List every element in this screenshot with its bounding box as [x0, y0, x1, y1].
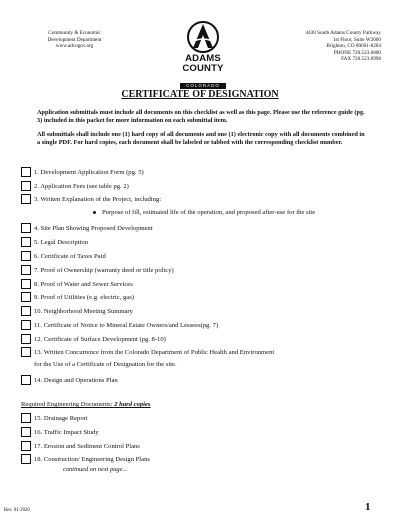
address-line-2: 1st Floor, Suite W2000: [332, 36, 381, 43]
logo-emblem-icon: [186, 20, 220, 54]
logo-name: ADAMS COUNTY: [182, 53, 224, 74]
item-13-continuation: for the Use of a Certificate of Designation for the site.: [34, 361, 177, 368]
checklist-item-1[interactable]: 1. Development Application Form (pg. 5): [21, 166, 144, 178]
intro-paragraph-2: All submittals shall include one (1) hard copy of all documents and one (1) electronic copy with all documents combined in a single PDF. For hard copies, each document shall be labeled or tabbed with the corresponding checklist number.: [37, 131, 365, 146]
dept-line-1: Community & Economic: [48, 30, 101, 36]
address-line-3: Brighton, CO 80601-8204: [326, 43, 381, 50]
required-engineering-heading: Required Engineering Documents: 2 hard copies: [21, 401, 151, 408]
checklist-item-7[interactable]: 7. Proof of Ownership (warranty deed or title policy): [21, 264, 174, 276]
checklist-item-10[interactable]: 10. Neighborhood Meeting Summary: [21, 305, 133, 317]
checkbox[interactable]: [21, 347, 31, 357]
intro-paragraph-1: Application submittals must include all documents on this checklist as well as this page. Please use the reference guide (pg. 3) included in this packet for more information on each submittal item.: [37, 109, 365, 124]
checklist-item-18[interactable]: 18. Construction/ Engineering Design Plans: [21, 453, 150, 465]
checklist-item-2[interactable]: 2. Application Fees (see table pg. 2): [21, 180, 129, 192]
page-title: CERTIFICATE OF DESIGNATION: [121, 89, 279, 100]
checkbox[interactable]: [21, 181, 31, 191]
checklist-item-4[interactable]: 4. Site Plan Showing Proposed Development: [21, 222, 153, 234]
checklist-item-6[interactable]: 6. Certificate of Taxes Paid: [21, 250, 106, 262]
checkbox[interactable]: [21, 265, 31, 275]
checklist-item-13[interactable]: 13. Written Concurrence from the Colorado Department of Public Health and Environment: [21, 346, 274, 358]
checkbox[interactable]: [21, 292, 31, 302]
checkbox[interactable]: [21, 334, 31, 344]
checkbox[interactable]: [21, 427, 31, 437]
checklist-item-11[interactable]: 11. Certificate of Notice to Mineral Estate Owners/and Lessees(pg. 7): [21, 319, 218, 331]
checklist-item-14[interactable]: 14. Design and Operations Plan: [21, 374, 118, 386]
department-info: [27, 30, 122, 50]
checkbox[interactable]: [21, 167, 31, 177]
address-block: [266, 30, 381, 63]
checklist-item-17[interactable]: 17. Erosion and Sediment Control Plans: [21, 440, 140, 452]
website-link[interactable]: www.adcogov.org: [55, 43, 94, 50]
continued-note: continued on next page...: [63, 466, 128, 473]
page-number: 1: [365, 501, 371, 513]
checkbox[interactable]: [21, 223, 31, 233]
checklist-item-16[interactable]: 16. Traffic Impact Study: [21, 426, 99, 438]
checklist-item-8[interactable]: 8. Proof of Water and Sewer Services: [21, 278, 133, 290]
required-copies: 2 hard copies: [114, 401, 151, 408]
checkbox[interactable]: [21, 279, 31, 289]
checklist-item-12[interactable]: 12. Certificate of Surface Development (pg. 8-10): [21, 333, 166, 345]
checkbox[interactable]: [21, 375, 31, 385]
revision-label: Rev. 01-2020: [4, 508, 30, 513]
item-3-bullet: Purpose of fill, estimated life of the operation, and proposed after-use for the site: [93, 209, 315, 216]
checkbox[interactable]: [21, 306, 31, 316]
checkbox[interactable]: [21, 413, 31, 423]
checkbox[interactable]: [21, 454, 31, 464]
checklist-item-9[interactable]: 9. Proof of Utilities (e.g. electric, gas): [21, 291, 134, 303]
checkbox[interactable]: [21, 237, 31, 247]
checklist-item-15[interactable]: 15. Drainage Report: [21, 412, 88, 424]
checklist-item-3[interactable]: 3. Written Explanation of the Project, including:: [21, 193, 161, 205]
checkbox[interactable]: [21, 320, 31, 330]
logo-state: COLORADO: [180, 83, 226, 89]
dept-line-2: Development Department: [47, 36, 102, 43]
bullet-icon: [93, 211, 96, 214]
address-line-1: 4430 South Adams County Parkway: [305, 30, 381, 36]
fax-number: FAX 720.523.6998: [341, 56, 381, 63]
phone-number: PHONE 720.523.6800: [333, 49, 381, 56]
checkbox[interactable]: [21, 441, 31, 451]
checkbox[interactable]: [21, 251, 31, 261]
checkbox[interactable]: [21, 194, 31, 204]
adams-county-logo: [168, 20, 238, 88]
checklist-item-5[interactable]: 5. Legal Description: [21, 236, 88, 248]
